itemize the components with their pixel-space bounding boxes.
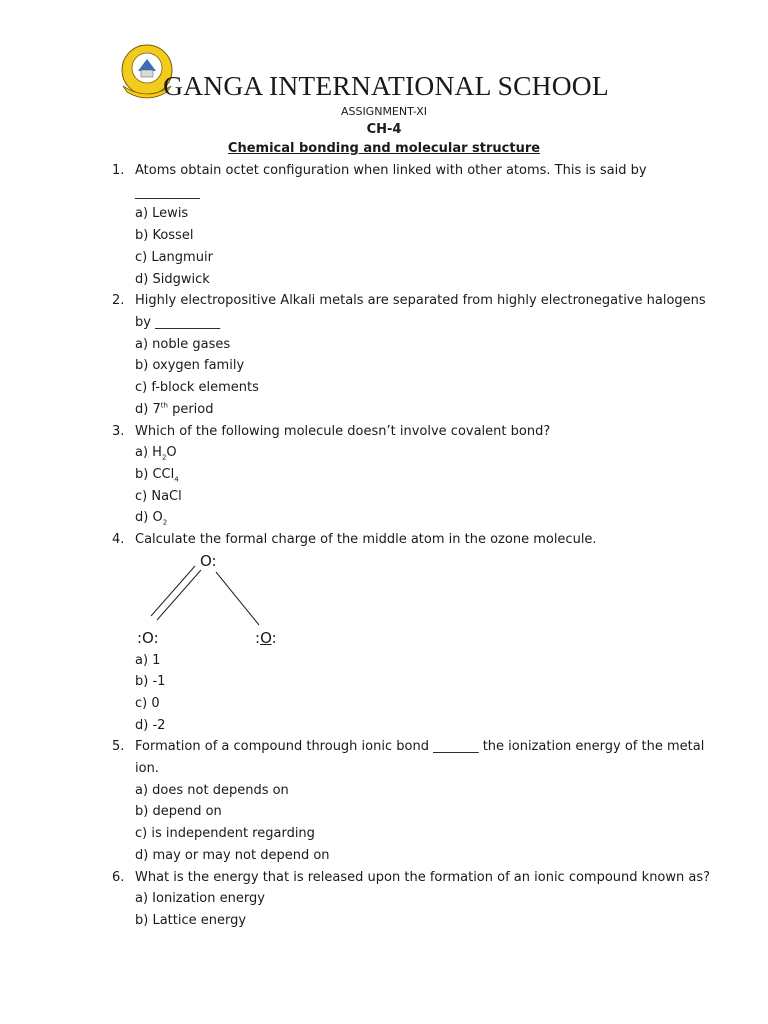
top-oxygen-atom: O: [200, 552, 217, 570]
option: b) -1 [135, 674, 166, 689]
question-text-cont: ion. [135, 761, 159, 776]
option: d) -2 [135, 718, 166, 733]
option: c) 0 [135, 696, 160, 711]
option: a) does not depends on [135, 783, 289, 798]
option: a) Lewis [135, 206, 189, 221]
right-oxygen-atom: :O: [255, 629, 277, 647]
question-text: Atoms obtain octet configuration when linked with other atoms. This is said by [135, 163, 647, 178]
bond-lines [135, 548, 305, 658]
option: b) CCl$_4$ [135, 467, 179, 484]
option: b) oxygen family [135, 358, 245, 373]
option: c) is independent regarding [135, 826, 315, 841]
question-number: 1. [112, 163, 125, 178]
question-text: Highly electropositive Alkali metals are separated from highly electronegative halogens [135, 293, 706, 308]
option: a) 1 [135, 653, 161, 668]
option: d) $O_2$ [135, 510, 168, 527]
option: b) Lattice energy [135, 913, 247, 928]
question-number: 6. [112, 870, 125, 885]
option: c) Langmuir [135, 250, 213, 265]
option: d) Sidgwick [135, 272, 210, 287]
option: a) noble gases [135, 337, 231, 352]
option: d) 7th period [135, 401, 214, 417]
question-number: 2. [112, 293, 125, 308]
option: a) $H_2O$ [135, 445, 177, 462]
chapter-label: CH-4 [366, 122, 402, 137]
left-oxygen-atom: :O: [137, 629, 159, 647]
question-text: Formation of a compound through ionic bond _______ the ionization energy of the metal [135, 739, 705, 754]
option: b) depend on [135, 804, 222, 819]
option: d) may or may not depend on [135, 848, 330, 863]
school-name: GANGA INTERNATIONAL SCHOOL [163, 70, 609, 101]
ozone-structure-diagram [135, 548, 305, 658]
question-text: Calculate the formal charge of the middle atom in the ozone molecule. [135, 532, 597, 547]
option: a) Ionization energy [135, 891, 265, 906]
question-text: Which of the following molecule doesn’t involve covalent bond? [135, 424, 551, 439]
option: c) NaCl [135, 489, 182, 504]
question-number: 5. [112, 739, 125, 754]
assignment-label: ASSIGNMENT-XI [340, 105, 428, 118]
question-number: 3. [112, 424, 125, 439]
question-text: What is the energy that is released upon the formation of an ionic compound known as? [135, 870, 711, 885]
topic-title: Chemical bonding and molecular structure [227, 141, 541, 156]
option: c) f-block elements [135, 380, 259, 395]
question-text-cont: __________ [135, 185, 200, 200]
option: b) Kossel [135, 228, 194, 243]
question-text-cont: by __________ [135, 315, 221, 330]
question-number: 4. [112, 532, 125, 547]
